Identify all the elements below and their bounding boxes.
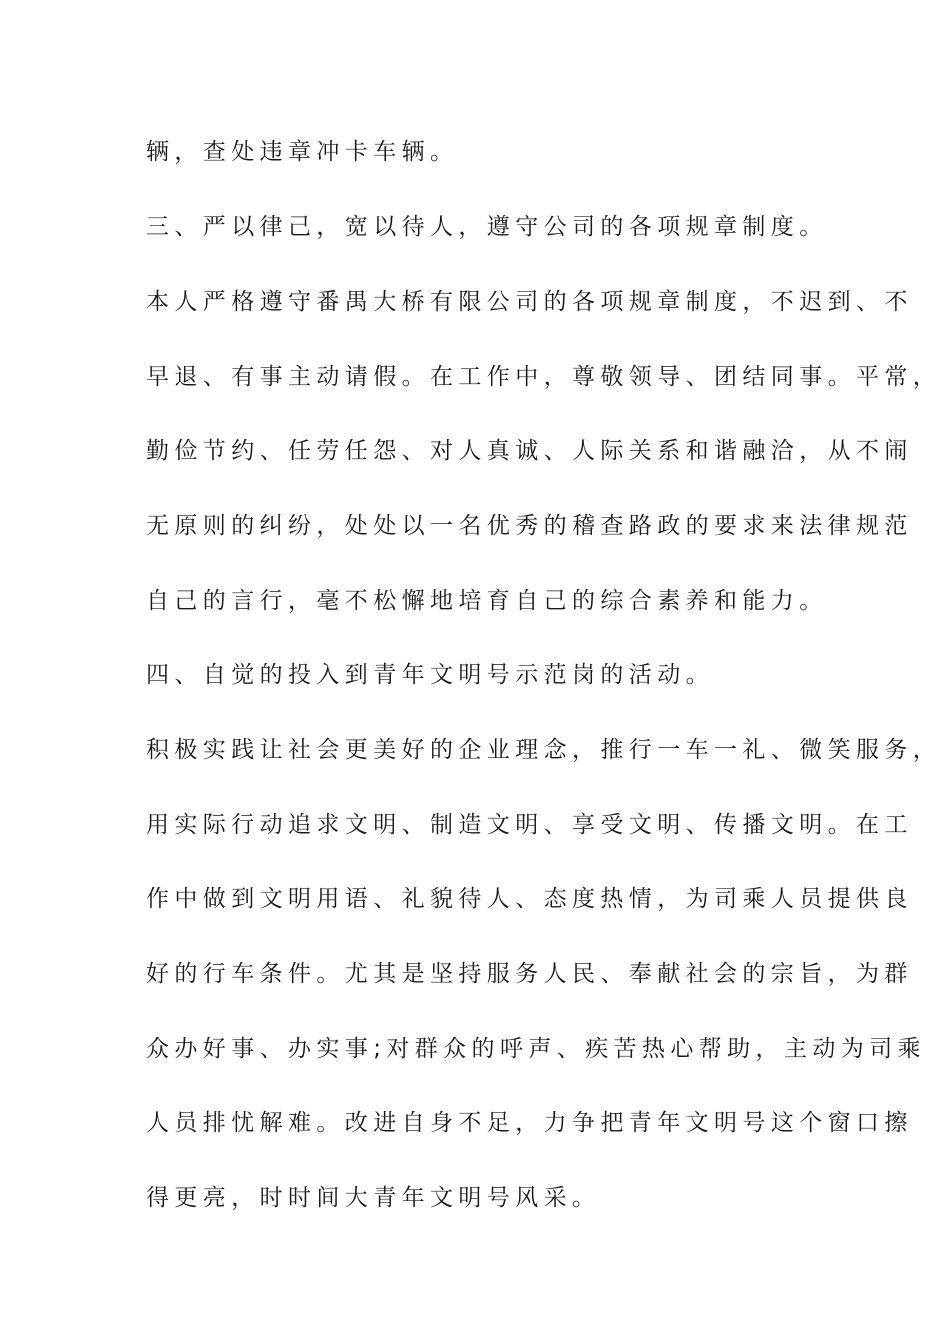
text-line: 作中做到文明用语、礼貌待人、态度热情，为司乘人员提供良 (146, 886, 913, 912)
text-line: 自己的言行，毫不松懈地培育自己的综合素养和能力。 (146, 588, 828, 614)
text-line: 积极实践让社会更美好的企业理念，推行一车一礼、微笑服务， (146, 737, 942, 763)
section-heading: 四、自觉的投入到青年文明号示范岗的活动。 (146, 662, 714, 688)
text-line: 无原则的纠纷，处处以一名优秀的稽查路政的要求来法律规范 (146, 513, 913, 539)
text-line: 得更亮，时时间大青年文明号风采。 (146, 1185, 601, 1211)
text-line: 辆，查处违章冲卡车辆。 (146, 139, 459, 165)
text-line: 早退、有事主动请假。在工作中，尊敬领导、团结同事。平常， (146, 364, 942, 390)
text-line: 本人严格遵守番禺大桥有限公司的各项规章制度，不迟到、不 (146, 289, 913, 315)
text-line: 用实际行动追求文明、制造文明、享受文明、传播文明。在工 (146, 812, 913, 838)
text-line: 众办好事、办实事;对群众的呼声、疾苦热心帮助，主动为司乘 (146, 1036, 926, 1062)
section-heading: 三、严以律己，宽以待人，遵守公司的各项规章制度。 (146, 214, 828, 240)
text-line: 好的行车条件。尤其是坚持服务人民、奉献社会的宗旨，为群 (146, 961, 913, 987)
text-line: 勤俭节约、任劳任怨、对人真诚、人际关系和谐融洽，从不闹 (146, 438, 913, 464)
text-line: 人员排忧解难。改进自身不足，力争把青年文明号这个窗口擦 (146, 1110, 913, 1136)
